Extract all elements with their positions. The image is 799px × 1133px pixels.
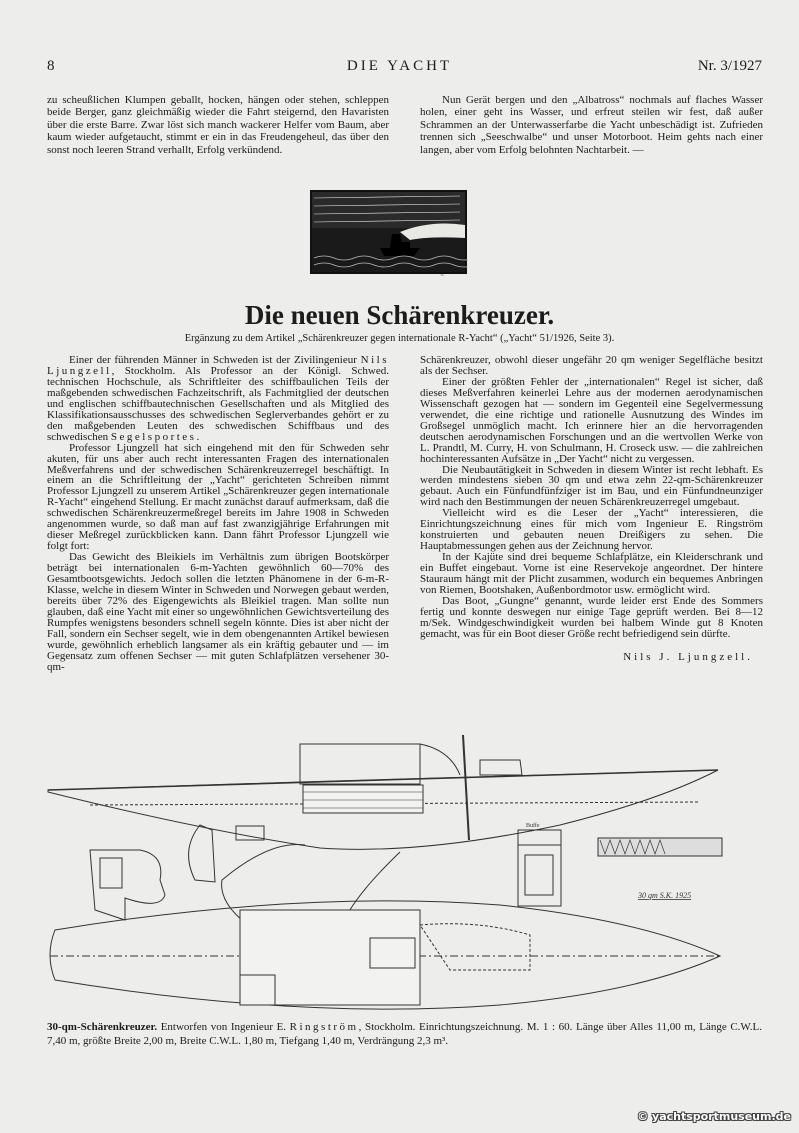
figure-caption: 30-qm-Schärenkreuzer. Entworfen von Ingenieur E. Ringström, Stockholm. Einrichtungszeichnung. M. 1 : 60. Länge über Alles 11,00 m, Länge C.W.L. 7,40 m, größte Breite 2,00 m, Breite C.W.L. 1,80 m, Tiefgang 1,40 m, Verdrängung 2,3 m³. bbox=[47, 1021, 763, 1047]
page-number: 8 bbox=[47, 58, 55, 74]
rudder bbox=[189, 825, 215, 882]
buffet-label: Buffe bbox=[526, 823, 540, 829]
paragraph: Einer der führenden Männer in Schweden ist der Zivilingenieur Nils Ljungzell, Stockholm. Als Professor an der Königl. Schwed. technischen Hochschule, als Schriftleiter des schiffbaulichen Teils der maßgebenden schwedischen Fachzeitschrift, als Fachmitglied der deutschen und englischen schiffbautechnischen Gesellschaften und als Mitglied des Klassifikationsausschusses des schwedischen Seglerverbandes gehört er zu den maßgebenden Leuten des schwedischen Schiffbaus und des schwedischen Segelsportes. bbox=[47, 354, 389, 443]
paragraph: Vielleicht wird es die Leser der „Yacht“ interessieren, die Einrichtungszeichnung eines für mich vom Ingenieur E. Ringström konstruierten und gebauten neuen Dreißigers zu sehen. Die Hauptabmessungen gehen aus der Zeichnung hervor. bbox=[420, 507, 763, 553]
drawing-title: 30 qm S.K. 1925 bbox=[638, 891, 692, 900]
article-right-column bbox=[420, 355, 763, 663]
issue-number: Nr. 3/1927 bbox=[697, 58, 762, 74]
prev-article-right: Nun Gerät bergen und den „Albatross“ nochmals auf flaches Wasser holen, einer geht ins Wasser, und erfreut steilen wir fest, daß außer Schrammen an der Unterwasserfarbe die Yacht unbeschädigt ist. Zufrieden trennen sich „Seeschwalbe“ und unser Motorboot. Heim gehts nach einer langen, aber vom Erfolg belohnten Nachtarbeit. — bbox=[420, 94, 763, 156]
boat-plan-drawing bbox=[0, 730, 799, 1020]
paragraph: Das Gewicht des Bleikiels im Verhältnis zum übrigen Bootskörper beträgt bei internationalen 6-m-Yachten gewöhnlich 60—70% des Gesamtbootsgewichts. Jedoch sollen die letzten Phänomene in der 6-m-R-Klasse, welche in diesem Winter in Schweden und Norwegen gebaut werden, bereits über 72% des Eigengewichts als Bleikiel tragen. Man sollte nun glauben, daß eine Yacht mit einer so ungewöhnlichen Gewichtsverteilung des Rumpfes wenigstens besonders schnell segeln könnte. Dies ist aber nicht der Fall, sondern ein Sechser segelt, wie in dem obengenannten Artikel bewiesen wurde, gewöhnlich erheblich langsamer als ein kräftig gebauter und — im Gegensatz zum offenen Sechser — mit guten Schlafplätzen versehener 30-qm- bbox=[47, 551, 389, 673]
magazine-name: DIE YACHT bbox=[346, 58, 453, 74]
hull-section bbox=[90, 850, 165, 920]
paragraph: Schärenkreuzer, obwohl dieser ungefähr 20 qm weniger Segelfläche besitzt als der Sechser. bbox=[420, 354, 763, 377]
paragraph: Die Neubautätigkeit in Schweden in diesem Winter ist recht lebhaft. Es werden mindestens sieben 30 qm und etwa zehn 22-qm-Schärenkreuzer gebaut. Auch ein Fünfundfünfziger ist im Bau, und ein Fünfundneunziger wird nach den Bestimmungen der neuen Schärenkreuzerregel umgebaut. bbox=[420, 463, 763, 509]
author-signature: Nils J. Ljungzell. bbox=[623, 650, 753, 663]
article-left-column bbox=[47, 355, 389, 673]
woodcut-illustration bbox=[310, 190, 468, 278]
cabin-trunk bbox=[300, 744, 420, 784]
paragraph: In der Kajüte sind drei bequeme Schlafplätze, ein Kleiderschrank und ein Buffet eingebaut. Vorne ist eine Reservekoje angeordnet. Der hintere Stauraum hängt mit der Plicht zusammen, wodurch ein bequemes Anbringen von Riemen, Bootshaken, Außenbordmotor usw. ermöglicht wird. bbox=[420, 551, 763, 597]
paragraph: Das Boot, „Gungne“ genannt, wurde leider erst Ende des Sommers fertig und konnte deswegen nur einige Tage geprüft werden. Bei 8—12 m/Sek. Windgeschwindigkeit wurden bei halbem Winde gut 8 Knoten gemacht, was für ein Boot dieser Größe recht befriedigend sein dürfte. bbox=[420, 594, 763, 640]
paragraph: Einer der größten Fehler der „internationalen“ Regel ist sicher, daß dieses Meßverfahren keinerlei Lehre aus der modernen aerodynamischen Wissenschaft gezogen hat — sondern im Gegenteil eine Segelvermessung verwendet, die eine richtige und rationelle Ausnutzung des Windes im Großsegel unmöglich macht. Ich erinnere hier an die hervorragenden deutschen aerodynamischen Forschungen und an die wertvollen Werke von L. Prandtl, M. Curry, H. von Schulmann, H. Croseck usw. — die zahlreichen hochinteressanten Aufsätze in „Der Yacht“ nicht zu vergessen. bbox=[420, 375, 763, 465]
prev-article-left: zu scheußlichen Klumpen geballt, hocken, hängen oder stehen, schleppen beide Berger, ganz gleichmäßig wieder die Fahrt steigernd, den Havaristen über die erste Barre. Zwar löst sich manch wackerer Helfer vom Baum, aber kaum wieder aufgetaucht, stimmt er ein in das Freudengeheul, das über den sonst noch leeren Strand verhallt, Erfolg verkündend. bbox=[47, 94, 389, 156]
article-title: Die neuen Schärenkreuzer. bbox=[244, 300, 555, 330]
article-subtitle: Ergänzung zu dem Artikel „Schärenkreuzer gegen internationale R-Yacht“ („Yacht“ 51/1926, Seite 3). bbox=[184, 333, 615, 344]
svg-text:~: ~ bbox=[440, 273, 445, 278]
watermark: © yachtsportmuseum.de bbox=[637, 1110, 791, 1123]
paragraph: Professor Ljungzell hat sich eingehend mit den für Schweden sehr akuten, für uns aber auch recht interessanten Fragen des internationalen Meßverfahrens und der schwedischen Schärenkreuzerregel beschäftigt. In einem an die Schriftleitung der „Yacht“ gerichteten Schreiben nimmt Professor Ljungzell zu unserem Artikel „Schärenkreuzer gegen internationale R-Yacht“ eingehend Stellung. Er macht zunächst darauf aufmerksam, daß die schwedischen Schärenkreuzermeßregel bereits im Jahre 1908 in Schweden angenommen wurde, so daß man auf fast zwanzigjährige Erfahrungen mit dieser Meßregel zurückblicken kann. Dann fährt Professor Ljungzell wie folgt fort: bbox=[47, 441, 389, 553]
